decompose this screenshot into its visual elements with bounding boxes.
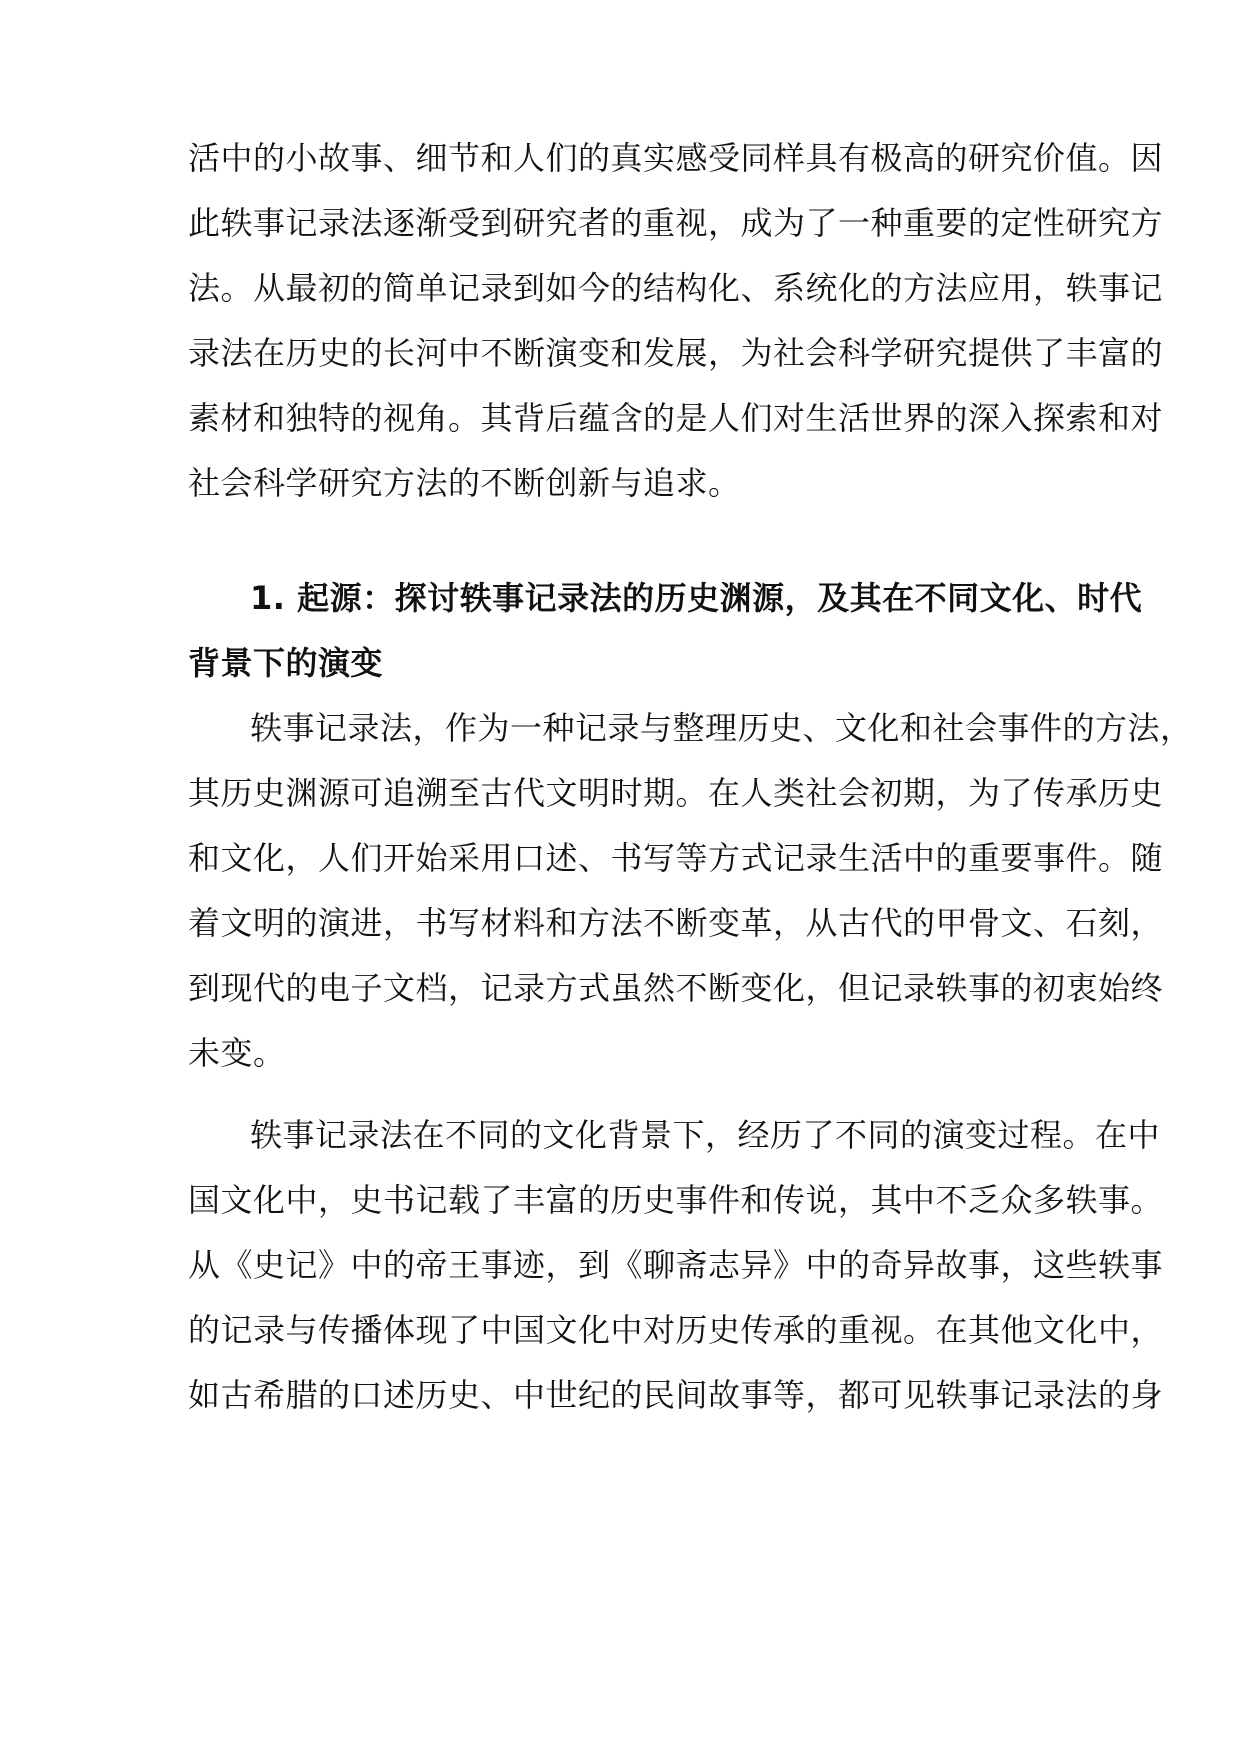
text-line: 如古希腊的口述历史、中世纪的民间故事等，都可见轶事记录法的身: [188, 1376, 1164, 1414]
text-line: 其历史渊源可追溯至古代文明时期。在人类社会初期，为了传承历史: [188, 774, 1164, 812]
text-line: 法。从最初的简单记录到如今的结构化、系统化的方法应用，轶事记: [188, 269, 1164, 307]
heading-line: 背景下的演变: [188, 644, 384, 682]
text-line: 素材和独特的视角。其背后蕴含的是人们对生活世界的深入探索和对: [188, 399, 1164, 437]
text-line: 国文化中，史书记载了丰富的历史事件和传说，其中不乏众多轶事。: [188, 1181, 1164, 1219]
text-line: 轶事记录法在不同的文化背景下，经历了不同的演变过程。在中: [250, 1116, 1161, 1154]
text-line: 的记录与传播体现了中国文化中对历史传承的重视。在其他文化中，: [188, 1311, 1164, 1349]
text-line: 录法在历史的长河中不断演变和发展，为社会科学研究提供了丰富的: [188, 334, 1164, 372]
text-line: 和文化，人们开始采用口述、书写等方式记录生活中的重要事件。随: [188, 839, 1164, 877]
text-line: 着文明的演进，书写材料和方法不断变革，从古代的甲骨文、石刻，: [188, 904, 1164, 942]
text-line: 从《史记》中的帝王事迹，到《聊斋志异》中的奇异故事，这些轶事: [188, 1246, 1164, 1284]
text-line: 未变。: [188, 1034, 286, 1072]
heading-line: 1. 起源：探讨轶事记录法的历史渊源，及其在不同文化、时代: [250, 579, 1143, 617]
text-line: 此轶事记录法逐渐受到研究者的重视，成为了一种重要的定性研究方: [188, 204, 1164, 242]
text-line: 活中的小故事、细节和人们的真实感受同样具有极高的研究价值。因: [188, 139, 1164, 177]
text-line: 到现代的电子文档，记录方式虽然不断变化，但记录轶事的初衷始终: [188, 969, 1164, 1007]
text-line: 轶事记录法，作为一种记录与整理历史、文化和社会事件的方法，: [250, 709, 1193, 747]
text-line: 社会科学研究方法的不断创新与追求。: [188, 464, 741, 502]
